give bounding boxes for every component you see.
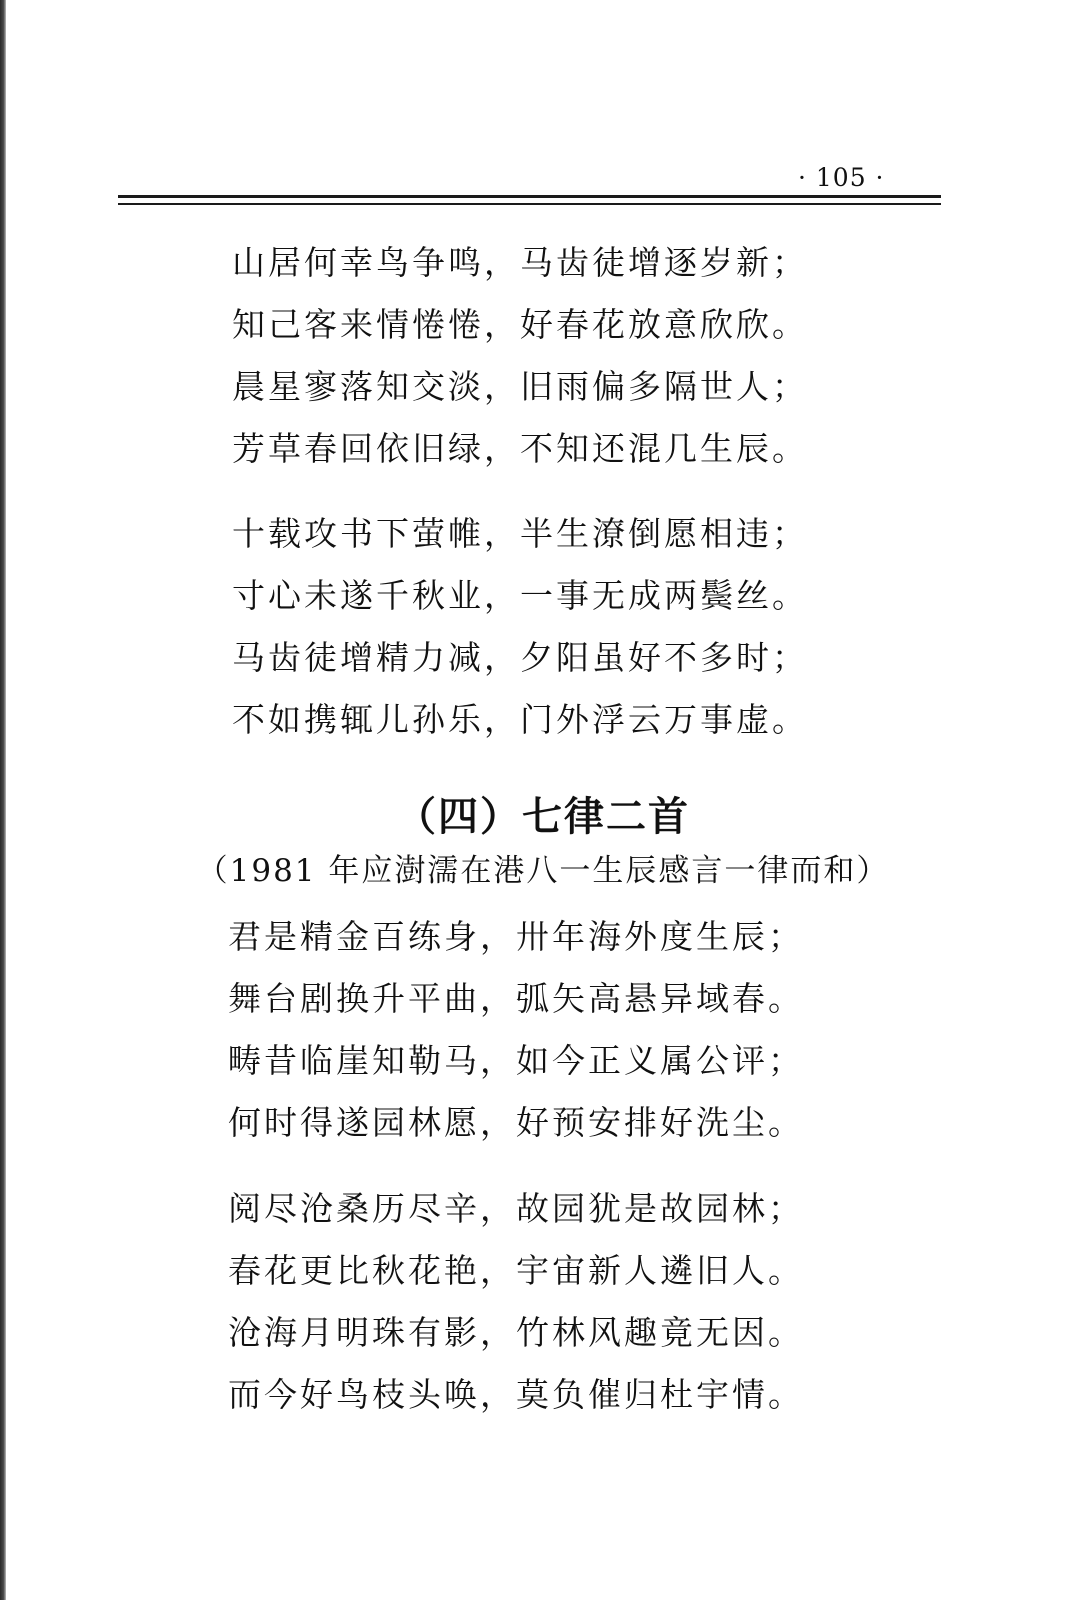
poem-line: 知己客来情惓惓，好春花放意欣欣。 xyxy=(232,305,808,344)
poem-line: 芳草春回依旧绿，不知还混几生辰。 xyxy=(232,429,808,468)
poem-line: 晨星寥落知交淡，旧雨偏多隔世人； xyxy=(232,367,808,406)
poem-line: 畴昔临崖知勒马，如今正义属公评； xyxy=(228,1041,804,1080)
poem-line: 十载攻书下萤帷，半生潦倒愿相违； xyxy=(232,514,808,553)
poem-stanza-3 xyxy=(228,906,804,1154)
poem-stanza-1 xyxy=(232,232,808,480)
section-title: （四）七律二首 xyxy=(396,793,690,840)
poem-line: 阅尽沧桑历尽辛，故园犹是故园林； xyxy=(228,1189,804,1228)
page-number: · 105 · xyxy=(798,163,885,192)
poem-line: 君是精金百练身，卅年海外度生辰； xyxy=(228,917,804,956)
poem-line: 沧海月明珠有影，竹林风趣竟无因。 xyxy=(228,1313,804,1352)
poem-line: 春花更比秋花艳，宇宙新人遴旧人。 xyxy=(228,1251,804,1290)
header-rule-top xyxy=(118,195,941,198)
poem-line: 而今好鸟枝头唤，莫负催归杜宇情。 xyxy=(228,1375,804,1414)
poem-stanza-2 xyxy=(232,503,808,751)
poem-stanza-4 xyxy=(228,1178,804,1426)
poem-line: 寸心未遂千秋业，一事无成两鬓丝。 xyxy=(232,576,808,615)
poem-line: 马齿徒增精力减，夕阳虽好不多时； xyxy=(232,638,808,677)
header-rule-bottom xyxy=(118,203,941,205)
poem-line: 不如携辄儿孙乐，门外浮云万事虚。 xyxy=(232,700,808,739)
poem-line: 何时得遂园林愿，好预安排好洗尘。 xyxy=(228,1103,804,1142)
section-subtitle: （1981 年应澍濡在港八一生辰感言一律而和） xyxy=(196,853,890,889)
poem-line: 山居何幸鸟争鸣，马齿徒增逐岁新； xyxy=(232,243,808,282)
poem-line: 舞台剧换升平曲，弧矢高悬异域春。 xyxy=(228,979,804,1018)
